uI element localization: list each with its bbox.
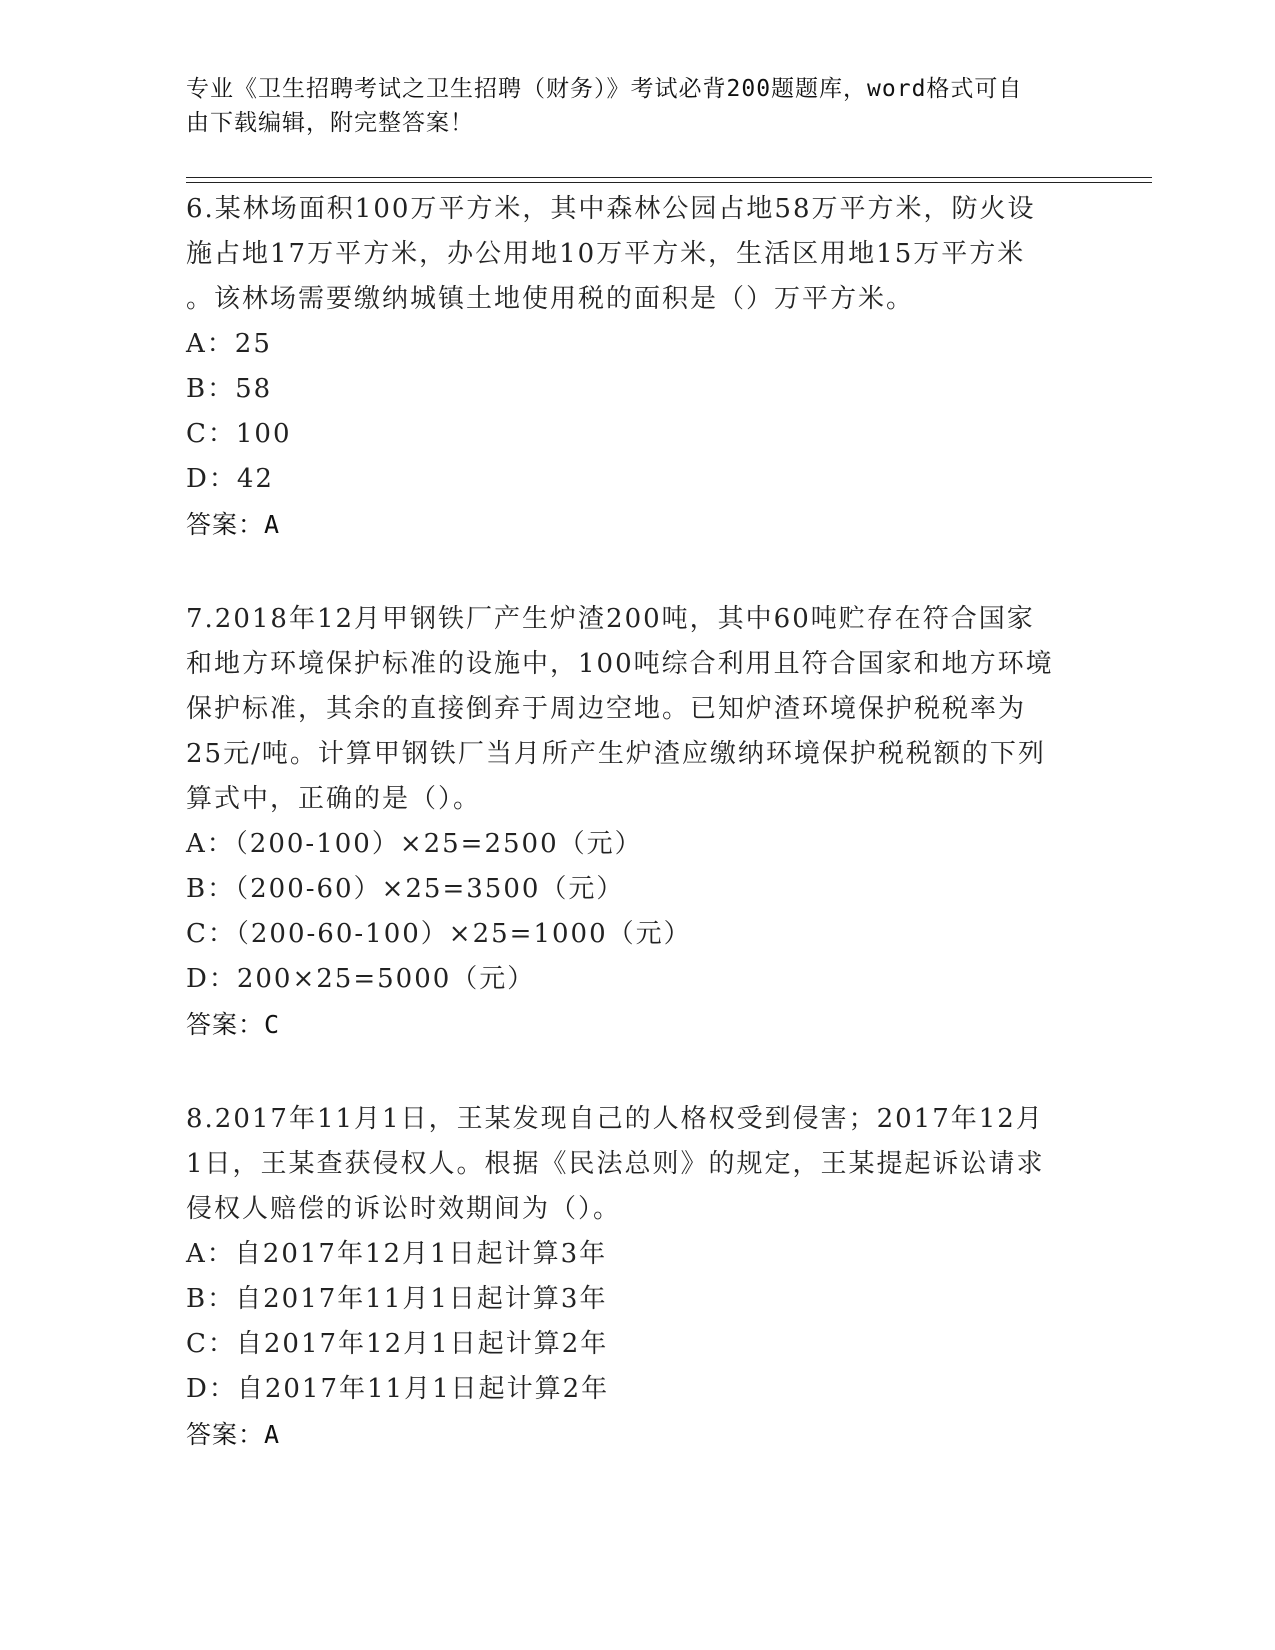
question-stem	[186, 1097, 1086, 1232]
stem-line: 施占地17万平方米，办公用地10万平方米，生活区用地15万平方米	[186, 239, 1026, 269]
document-header	[186, 72, 1066, 140]
header-line-1: 专业《卫生招聘考试之卫生招聘（财务）》考试必背200题题库，word格式可自	[186, 76, 1023, 102]
option-b: B：（200-60）×25=3500（元）	[186, 874, 625, 904]
option-b: B：自2017年11月1日起计算3年	[186, 1284, 608, 1314]
option-c: C：自2017年12月1日起计算2年	[186, 1329, 609, 1359]
stem-line: 25元/吨。计算甲钢铁厂当月所产生炉渣应缴纳环境保护税税额的下列	[186, 739, 1046, 769]
stem-line: 算式中，正确的是（）。	[186, 784, 482, 814]
answer-line: 答案：A	[186, 510, 281, 539]
header-line-2: 由下载编辑，附完整答案！	[186, 110, 474, 136]
question-stem	[186, 187, 1086, 322]
header-divider-bottom	[186, 182, 1152, 183]
header-divider-top	[186, 177, 1152, 178]
option-c: C：（200-60-100）×25=1000（元）	[186, 919, 692, 949]
answer-line: 答案：C	[186, 1010, 281, 1039]
option-d: D：自2017年11月1日起计算2年	[186, 1374, 610, 1404]
answer-line: 答案：A	[186, 1420, 281, 1449]
question-6	[186, 187, 1086, 547]
stem-line: 保护标准，其余的直接倒弃于周边空地。已知炉渣环境保护税税率为	[186, 694, 1027, 724]
stem-line: 。该林场需要缴纳城镇土地使用税的面积是（）万平方米。	[186, 284, 915, 314]
question-7	[186, 597, 1086, 1047]
option-a: A：25	[186, 329, 272, 359]
question-8	[186, 1097, 1086, 1457]
option-d: D：42	[186, 464, 274, 494]
stem-line: 侵权人赔偿的诉讼时效期间为（）。	[186, 1194, 622, 1224]
option-a: A：自2017年12月1日起计算3年	[186, 1239, 608, 1269]
option-c: C：100	[186, 419, 292, 449]
stem-line: 和地方环境保护标准的设施中，100吨综合利用且符合国家和地方环境	[186, 649, 1054, 679]
stem-line: 8.2017年11月1日，王某发现自己的人格权受到侵害；2017年12月	[186, 1104, 1044, 1134]
option-a: A：（200-100）×25=2500（元）	[186, 829, 643, 859]
option-d: D：200×25=5000（元）	[186, 964, 536, 994]
stem-line: 7.2018年12月甲钢铁厂产生炉渣200吨，其中60吨贮存在符合国家	[186, 604, 1035, 634]
stem-line: 6.某林场面积100万平方米，其中森林公园占地58万平方米，防火设	[186, 194, 1036, 224]
option-b: B：58	[186, 374, 273, 404]
question-stem	[186, 597, 1086, 822]
stem-line: 1日，王某查获侵权人。根据《民法总则》的规定，王某提起诉讼请求	[186, 1149, 1045, 1179]
